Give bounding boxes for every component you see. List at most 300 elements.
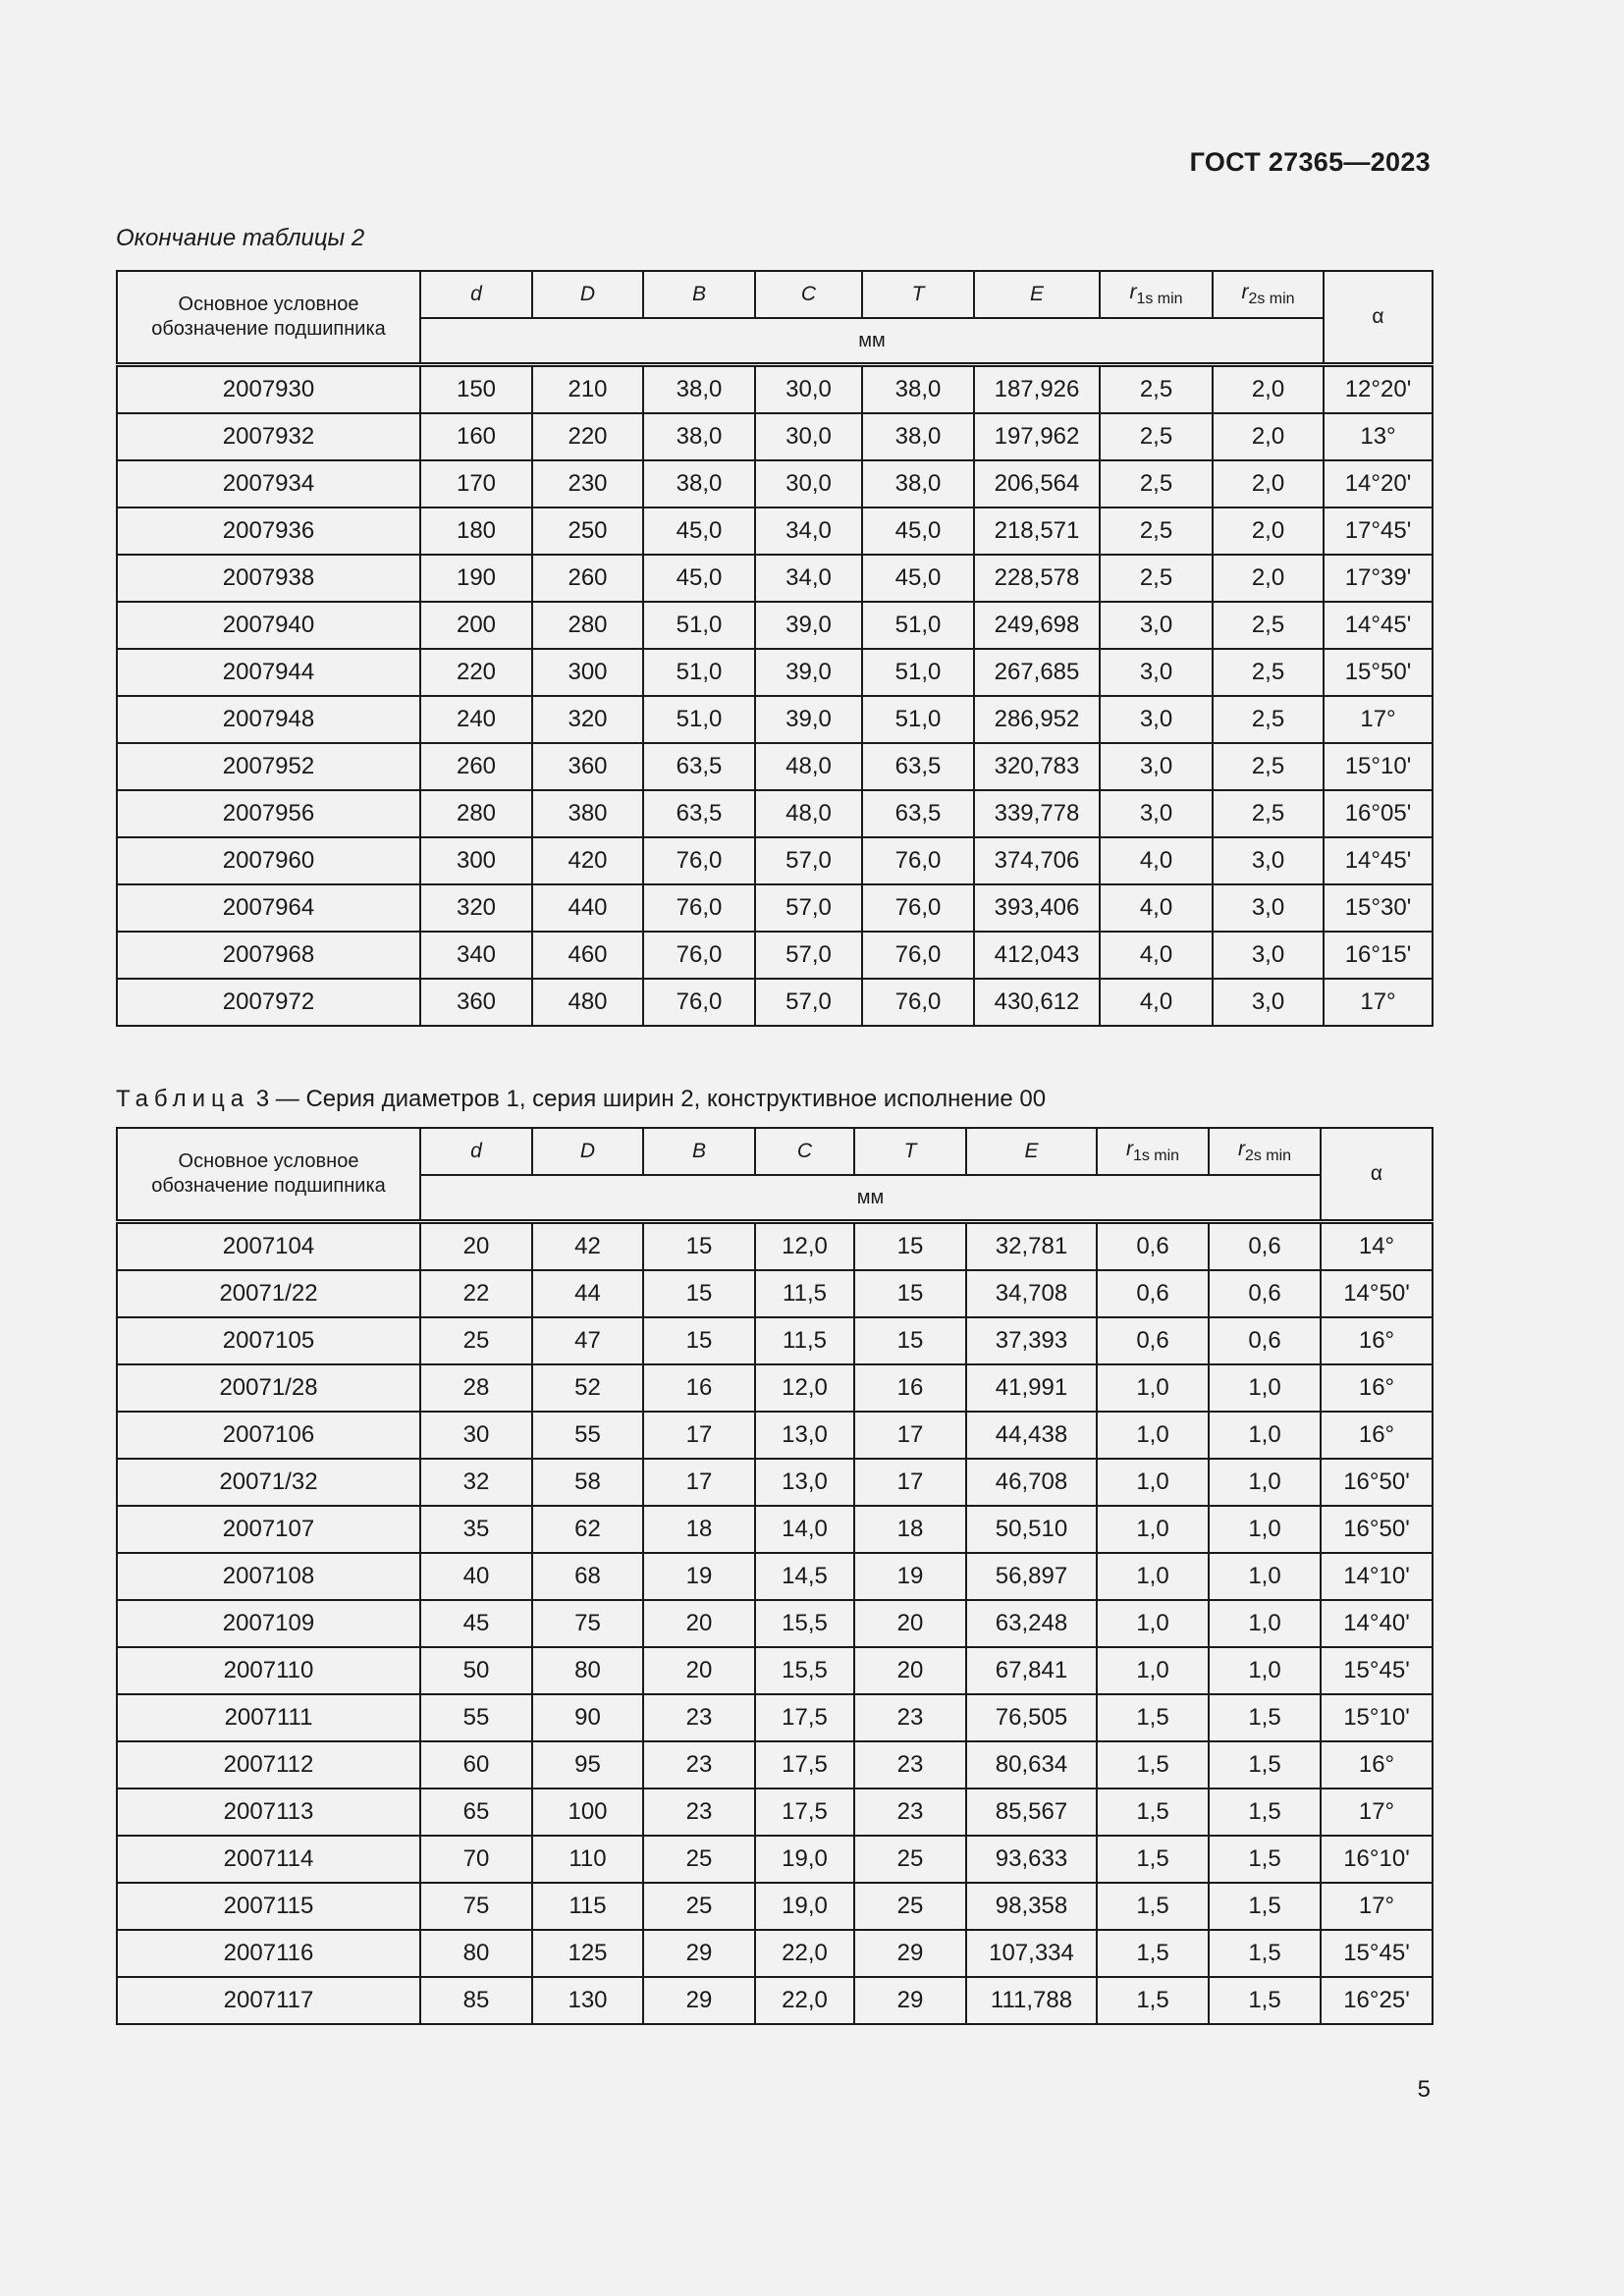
cell-E: 44,438 — [966, 1412, 1097, 1459]
cell-T: 76,0 — [862, 932, 974, 979]
cell-D: 58 — [532, 1459, 643, 1506]
cell-alpha: 16°10' — [1321, 1836, 1433, 1883]
cell-d: 320 — [420, 884, 532, 932]
cell-d: 70 — [420, 1836, 532, 1883]
table-row — [117, 1412, 1433, 1459]
cell-alpha: 16° — [1321, 1741, 1433, 1789]
cell-r1s-min: 2,5 — [1100, 460, 1213, 507]
column-header-E: E — [974, 271, 1100, 318]
cell-T: 29 — [854, 1977, 966, 2024]
cell-alpha: 16° — [1321, 1317, 1433, 1364]
table-row — [117, 1977, 1433, 2024]
table3-caption-text: 3 — Серия диаметров 1, серия ширин 2, конструктивное исполнение 00 — [255, 1086, 1047, 1112]
cell-d: 170 — [420, 460, 532, 507]
cell-d: 55 — [420, 1694, 532, 1741]
table-row — [117, 1364, 1433, 1412]
cell-r1s-min: 4,0 — [1100, 979, 1213, 1026]
cell-r2s-min: 2,5 — [1213, 790, 1324, 837]
table-row — [117, 365, 1433, 414]
document-standard-header: ГОСТ 27365—2023 — [1189, 147, 1431, 177]
cell-D: 420 — [532, 837, 643, 884]
cell-r1s-min: 1,0 — [1097, 1600, 1209, 1647]
table-row — [117, 1222, 1433, 1271]
cell-alpha: 14°20' — [1324, 460, 1433, 507]
cell-B: 20 — [643, 1647, 755, 1694]
cell-C: 12,0 — [755, 1222, 854, 1271]
cell-B: 38,0 — [643, 413, 755, 460]
cell-designation: 2007940 — [117, 602, 420, 649]
cell-r2s-min: 2,0 — [1213, 460, 1324, 507]
cell-alpha: 13° — [1324, 413, 1433, 460]
cell-designation: 2007934 — [117, 460, 420, 507]
cell-C: 30,0 — [755, 460, 862, 507]
cell-alpha: 17° — [1321, 1883, 1433, 1930]
cell-r2s-min: 2,5 — [1213, 696, 1324, 743]
cell-C: 17,5 — [755, 1694, 854, 1741]
cell-E: 80,634 — [966, 1741, 1097, 1789]
column-header-D: D — [532, 1128, 643, 1175]
cell-B: 51,0 — [643, 649, 755, 696]
cell-B: 76,0 — [643, 932, 755, 979]
table3-bearing-dimensions — [116, 1127, 1434, 2025]
cell-E: 56,897 — [966, 1553, 1097, 1600]
cell-B: 45,0 — [643, 507, 755, 555]
cell-d: 20 — [420, 1222, 532, 1271]
cell-B: 15 — [643, 1222, 755, 1271]
cell-T: 76,0 — [862, 979, 974, 1026]
cell-designation: 20071/32 — [117, 1459, 420, 1506]
column-header-d: d — [420, 1128, 532, 1175]
cell-D: 210 — [532, 365, 643, 414]
cell-designation: 2007108 — [117, 1553, 420, 1600]
cell-B: 38,0 — [643, 365, 755, 414]
cell-C: 14,0 — [755, 1506, 854, 1553]
cell-C: 19,0 — [755, 1883, 854, 1930]
cell-designation: 2007110 — [117, 1647, 420, 1694]
cell-T: 15 — [854, 1317, 966, 1364]
cell-d: 220 — [420, 649, 532, 696]
cell-C: 57,0 — [755, 837, 862, 884]
cell-T: 17 — [854, 1412, 966, 1459]
cell-designation: 2007968 — [117, 932, 420, 979]
cell-C: 34,0 — [755, 555, 862, 602]
cell-d: 240 — [420, 696, 532, 743]
cell-D: 95 — [532, 1741, 643, 1789]
r2-subscript-label: 2s min — [1248, 291, 1295, 308]
cell-r1s-min: 2,5 — [1100, 413, 1213, 460]
cell-T: 25 — [854, 1836, 966, 1883]
cell-r2s-min: 0,6 — [1209, 1270, 1321, 1317]
cell-E: 63,248 — [966, 1600, 1097, 1647]
cell-B: 63,5 — [643, 743, 755, 790]
cell-B: 51,0 — [643, 696, 755, 743]
cell-C: 39,0 — [755, 696, 862, 743]
cell-B: 51,0 — [643, 602, 755, 649]
cell-D: 90 — [532, 1694, 643, 1741]
cell-r1s-min: 3,0 — [1100, 790, 1213, 837]
cell-alpha: 14°40' — [1321, 1600, 1433, 1647]
cell-T: 63,5 — [862, 743, 974, 790]
cell-alpha: 14°45' — [1324, 837, 1433, 884]
cell-T: 15 — [854, 1270, 966, 1317]
cell-d: 25 — [420, 1317, 532, 1364]
cell-d: 45 — [420, 1600, 532, 1647]
cell-d: 360 — [420, 979, 532, 1026]
cell-alpha: 12°20' — [1324, 365, 1433, 414]
cell-D: 100 — [532, 1789, 643, 1836]
cell-r2s-min: 1,0 — [1209, 1364, 1321, 1412]
column-header-T: T — [854, 1128, 966, 1175]
cell-C: 14,5 — [755, 1553, 854, 1600]
cell-r2s-min: 3,0 — [1213, 979, 1324, 1026]
cell-alpha: 17°39' — [1324, 555, 1433, 602]
cell-designation: 2007964 — [117, 884, 420, 932]
cell-alpha: 16°50' — [1321, 1506, 1433, 1553]
cell-D: 55 — [532, 1412, 643, 1459]
cell-designation: 2007932 — [117, 413, 420, 460]
cell-B: 38,0 — [643, 460, 755, 507]
r2-base-label: r — [1237, 1137, 1245, 1160]
table-row — [117, 884, 1433, 932]
cell-E: 67,841 — [966, 1647, 1097, 1694]
cell-T: 63,5 — [862, 790, 974, 837]
cell-r2s-min: 0,6 — [1209, 1222, 1321, 1271]
cell-C: 12,0 — [755, 1364, 854, 1412]
table-row — [117, 1883, 1433, 1930]
table2-continuation-caption: Окончание таблицы 2 — [116, 225, 365, 251]
cell-D: 380 — [532, 790, 643, 837]
cell-alpha: 15°45' — [1321, 1647, 1433, 1694]
cell-designation: 2007112 — [117, 1741, 420, 1789]
cell-alpha: 15°30' — [1324, 884, 1433, 932]
cell-B: 20 — [643, 1600, 755, 1647]
cell-E: 412,043 — [974, 932, 1100, 979]
cell-designation: 2007952 — [117, 743, 420, 790]
cell-alpha: 17°45' — [1324, 507, 1433, 555]
cell-B: 15 — [643, 1270, 755, 1317]
cell-r2s-min: 1,5 — [1209, 1694, 1321, 1741]
cell-r2s-min: 1,0 — [1209, 1506, 1321, 1553]
cell-alpha: 14°45' — [1324, 602, 1433, 649]
cell-D: 125 — [532, 1930, 643, 1977]
cell-d: 180 — [420, 507, 532, 555]
table-row — [117, 1270, 1433, 1317]
cell-designation: 2007117 — [117, 1977, 420, 2024]
cell-E: 197,962 — [974, 413, 1100, 460]
cell-T: 51,0 — [862, 649, 974, 696]
cell-r1s-min: 1,0 — [1097, 1364, 1209, 1412]
cell-alpha: 15°10' — [1321, 1694, 1433, 1741]
cell-r1s-min: 1,5 — [1097, 1694, 1209, 1741]
cell-d: 190 — [420, 555, 532, 602]
cell-B: 23 — [643, 1789, 755, 1836]
cell-r1s-min: 0,6 — [1097, 1270, 1209, 1317]
cell-d: 65 — [420, 1789, 532, 1836]
cell-alpha: 15°10' — [1324, 743, 1433, 790]
table-row — [117, 1317, 1433, 1364]
table-row — [117, 1553, 1433, 1600]
cell-D: 42 — [532, 1222, 643, 1271]
table2-body — [117, 365, 1433, 1027]
cell-E: 320,783 — [974, 743, 1100, 790]
cell-B: 76,0 — [643, 884, 755, 932]
cell-designation: 2007972 — [117, 979, 420, 1026]
cell-r2s-min: 1,5 — [1209, 1789, 1321, 1836]
column-header-D: D — [532, 271, 643, 318]
cell-T: 38,0 — [862, 413, 974, 460]
cell-r1s-min: 4,0 — [1100, 932, 1213, 979]
cell-designation: 2007114 — [117, 1836, 420, 1883]
cell-E: 107,334 — [966, 1930, 1097, 1977]
cell-C: 48,0 — [755, 743, 862, 790]
cell-E: 339,778 — [974, 790, 1100, 837]
cell-B: 23 — [643, 1694, 755, 1741]
cell-T: 16 — [854, 1364, 966, 1412]
cell-r1s-min: 1,5 — [1097, 1930, 1209, 1977]
cell-T: 45,0 — [862, 507, 974, 555]
cell-B: 18 — [643, 1506, 755, 1553]
cell-designation: 2007930 — [117, 365, 420, 414]
column-header-designation: Основное условное обозначение подшипника — [117, 271, 420, 365]
cell-D: 250 — [532, 507, 643, 555]
column-header-C: C — [755, 271, 862, 318]
r1-subscript-label: 1s min — [1132, 1148, 1180, 1165]
r2-base-label: r — [1241, 280, 1249, 303]
cell-d: 280 — [420, 790, 532, 837]
cell-D: 260 — [532, 555, 643, 602]
cell-designation: 20071/28 — [117, 1364, 420, 1412]
cell-D: 110 — [532, 1836, 643, 1883]
cell-alpha: 15°45' — [1321, 1930, 1433, 1977]
cell-r1s-min: 2,5 — [1100, 365, 1213, 414]
table-row — [117, 1694, 1433, 1741]
cell-r2s-min: 2,0 — [1213, 507, 1324, 555]
table-row — [117, 979, 1433, 1026]
column-header-r2s-min — [1209, 1128, 1321, 1175]
cell-d: 260 — [420, 743, 532, 790]
cell-T: 38,0 — [862, 460, 974, 507]
cell-r1s-min: 3,0 — [1100, 649, 1213, 696]
cell-E: 228,578 — [974, 555, 1100, 602]
cell-D: 460 — [532, 932, 643, 979]
cell-r2s-min: 1,5 — [1209, 1930, 1321, 1977]
cell-d: 75 — [420, 1883, 532, 1930]
cell-B: 16 — [643, 1364, 755, 1412]
unit-header-mm: мм — [420, 1175, 1321, 1222]
cell-B: 25 — [643, 1883, 755, 1930]
cell-D: 440 — [532, 884, 643, 932]
cell-B: 19 — [643, 1553, 755, 1600]
cell-designation: 2007938 — [117, 555, 420, 602]
cell-T: 29 — [854, 1930, 966, 1977]
table-row — [117, 460, 1433, 507]
cell-D: 44 — [532, 1270, 643, 1317]
cell-D: 480 — [532, 979, 643, 1026]
cell-E: 32,781 — [966, 1222, 1097, 1271]
table-row — [117, 602, 1433, 649]
cell-alpha: 16°50' — [1321, 1459, 1433, 1506]
cell-E: 206,564 — [974, 460, 1100, 507]
cell-d: 150 — [420, 365, 532, 414]
cell-B: 29 — [643, 1977, 755, 2024]
column-header-E: E — [966, 1128, 1097, 1175]
cell-T: 38,0 — [862, 365, 974, 414]
table-row — [117, 696, 1433, 743]
cell-designation: 2007111 — [117, 1694, 420, 1741]
cell-E: 187,926 — [974, 365, 1100, 414]
cell-r2s-min: 3,0 — [1213, 837, 1324, 884]
cell-r1s-min: 2,5 — [1100, 555, 1213, 602]
cell-d: 60 — [420, 1741, 532, 1789]
cell-alpha: 15°50' — [1324, 649, 1433, 696]
table-row — [117, 1459, 1433, 1506]
table-row — [117, 1789, 1433, 1836]
cell-C: 19,0 — [755, 1836, 854, 1883]
r1-base-label: r — [1125, 1137, 1133, 1160]
cell-C: 13,0 — [755, 1459, 854, 1506]
cell-d: 22 — [420, 1270, 532, 1317]
column-header-designation: Основное условное обозначение подшипника — [117, 1128, 420, 1222]
cell-T: 76,0 — [862, 884, 974, 932]
cell-C: 34,0 — [755, 507, 862, 555]
cell-alpha: 16°15' — [1324, 932, 1433, 979]
cell-C: 22,0 — [755, 1977, 854, 2024]
r2-subscript-label: 2s min — [1244, 1148, 1292, 1165]
cell-E: 50,510 — [966, 1506, 1097, 1553]
cell-E: 430,612 — [974, 979, 1100, 1026]
cell-C: 15,5 — [755, 1600, 854, 1647]
cell-designation: 2007115 — [117, 1883, 420, 1930]
cell-alpha: 17° — [1321, 1789, 1433, 1836]
cell-r2s-min: 1,5 — [1209, 1836, 1321, 1883]
cell-E: 218,571 — [974, 507, 1100, 555]
cell-T: 76,0 — [862, 837, 974, 884]
cell-designation: 2007948 — [117, 696, 420, 743]
table-row — [117, 1836, 1433, 1883]
cell-alpha: 17° — [1324, 696, 1433, 743]
cell-r1s-min: 1,5 — [1097, 1883, 1209, 1930]
cell-E: 85,567 — [966, 1789, 1097, 1836]
cell-alpha: 16° — [1321, 1412, 1433, 1459]
cell-d: 32 — [420, 1459, 532, 1506]
table3-body — [117, 1222, 1433, 2025]
cell-r2s-min: 3,0 — [1213, 884, 1324, 932]
cell-r2s-min: 2,5 — [1213, 649, 1324, 696]
cell-r1s-min: 3,0 — [1100, 743, 1213, 790]
cell-r1s-min: 1,5 — [1097, 1836, 1209, 1883]
cell-B: 23 — [643, 1741, 755, 1789]
column-header-alpha: α — [1321, 1128, 1433, 1222]
cell-D: 320 — [532, 696, 643, 743]
cell-B: 29 — [643, 1930, 755, 1977]
column-header-r1s-min — [1097, 1128, 1209, 1175]
cell-C: 15,5 — [755, 1647, 854, 1694]
cell-designation: 2007106 — [117, 1412, 420, 1459]
cell-C: 17,5 — [755, 1741, 854, 1789]
column-header-B: B — [643, 1128, 755, 1175]
table-row — [117, 413, 1433, 460]
column-header-r1s-min — [1100, 271, 1213, 318]
table2-bearing-dimensions — [116, 270, 1434, 1027]
cell-C: 39,0 — [755, 649, 862, 696]
cell-r1s-min: 1,0 — [1097, 1412, 1209, 1459]
cell-designation: 2007104 — [117, 1222, 420, 1271]
cell-r1s-min: 4,0 — [1100, 884, 1213, 932]
cell-E: 286,952 — [974, 696, 1100, 743]
cell-D: 360 — [532, 743, 643, 790]
cell-d: 85 — [420, 1977, 532, 2024]
cell-alpha: 14°10' — [1321, 1553, 1433, 1600]
cell-D: 115 — [532, 1883, 643, 1930]
cell-d: 200 — [420, 602, 532, 649]
cell-designation: 2007116 — [117, 1930, 420, 1977]
cell-C: 11,5 — [755, 1317, 854, 1364]
cell-r1s-min: 0,6 — [1097, 1222, 1209, 1271]
cell-r2s-min: 1,0 — [1209, 1647, 1321, 1694]
cell-r1s-min: 3,0 — [1100, 602, 1213, 649]
column-header-r2s-min — [1213, 271, 1324, 318]
cell-T: 45,0 — [862, 555, 974, 602]
cell-B: 76,0 — [643, 837, 755, 884]
cell-T: 51,0 — [862, 696, 974, 743]
cell-B: 76,0 — [643, 979, 755, 1026]
r1-base-label: r — [1129, 280, 1137, 303]
cell-r2s-min: 1,0 — [1209, 1459, 1321, 1506]
cell-E: 374,706 — [974, 837, 1100, 884]
cell-r1s-min: 1,0 — [1097, 1553, 1209, 1600]
cell-alpha: 17° — [1324, 979, 1433, 1026]
cell-r2s-min: 1,0 — [1209, 1553, 1321, 1600]
unit-header-mm: мм — [420, 318, 1324, 365]
cell-C: 30,0 — [755, 413, 862, 460]
cell-d: 40 — [420, 1553, 532, 1600]
cell-T: 23 — [854, 1789, 966, 1836]
cell-r2s-min: 1,5 — [1209, 1883, 1321, 1930]
cell-D: 68 — [532, 1553, 643, 1600]
cell-alpha: 14°50' — [1321, 1270, 1433, 1317]
table-row — [117, 555, 1433, 602]
column-header-T: T — [862, 271, 974, 318]
cell-r1s-min: 0,6 — [1097, 1317, 1209, 1364]
cell-C: 57,0 — [755, 884, 862, 932]
cell-d: 28 — [420, 1364, 532, 1412]
cell-E: 93,633 — [966, 1836, 1097, 1883]
cell-D: 80 — [532, 1647, 643, 1694]
cell-E: 76,505 — [966, 1694, 1097, 1741]
cell-B: 17 — [643, 1412, 755, 1459]
cell-B: 17 — [643, 1459, 755, 1506]
cell-C: 48,0 — [755, 790, 862, 837]
table-row — [117, 1930, 1433, 1977]
cell-T: 20 — [854, 1647, 966, 1694]
cell-d: 300 — [420, 837, 532, 884]
cell-designation: 2007105 — [117, 1317, 420, 1364]
cell-C: 13,0 — [755, 1412, 854, 1459]
cell-d: 35 — [420, 1506, 532, 1553]
cell-d: 340 — [420, 932, 532, 979]
cell-d: 160 — [420, 413, 532, 460]
cell-d: 30 — [420, 1412, 532, 1459]
cell-E: 267,685 — [974, 649, 1100, 696]
column-header-C: C — [755, 1128, 854, 1175]
cell-C: 30,0 — [755, 365, 862, 414]
cell-C: 17,5 — [755, 1789, 854, 1836]
cell-designation: 20071/22 — [117, 1270, 420, 1317]
cell-r2s-min: 1,0 — [1209, 1412, 1321, 1459]
cell-B: 63,5 — [643, 790, 755, 837]
cell-B: 45,0 — [643, 555, 755, 602]
cell-d: 50 — [420, 1647, 532, 1694]
